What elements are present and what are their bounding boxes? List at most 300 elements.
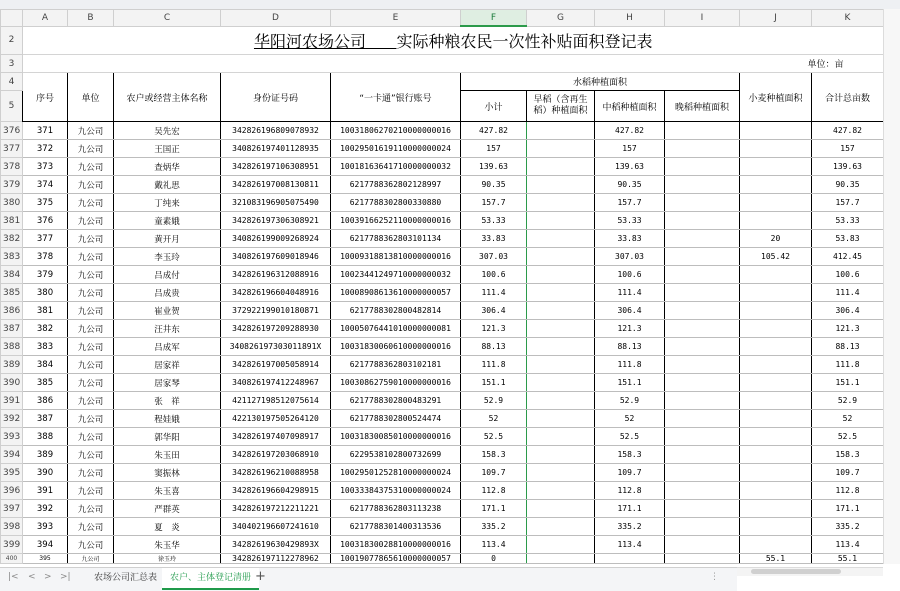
cell-total[interactable]: 55.1 (812, 554, 884, 564)
cell-seq[interactable]: 374 (23, 176, 68, 194)
cell-seq[interactable]: 377 (23, 230, 68, 248)
cell-early-rice[interactable] (527, 338, 595, 356)
next-sheet-icon[interactable]: > (44, 572, 52, 582)
cell-id-number[interactable]: 342826196604298915 (221, 482, 331, 500)
cell-name[interactable]: 黄开月 (114, 230, 221, 248)
cell-total[interactable]: 412.45 (812, 248, 884, 266)
cell-total[interactable]: 90.35 (812, 176, 884, 194)
spreadsheet-grid[interactable] (0, 9, 884, 564)
cell-total[interactable]: 111.8 (812, 356, 884, 374)
cell-late-rice[interactable] (665, 374, 740, 392)
prev-sheet-icon[interactable]: < (28, 572, 36, 582)
cell-bank-account[interactable]: 6217788362803113238 (331, 500, 461, 518)
cell-name[interactable]: 李玉玲 (114, 248, 221, 266)
cell-unit[interactable]: 九公司 (68, 554, 114, 564)
cell-early-rice[interactable] (527, 248, 595, 266)
cell-wheat[interactable] (740, 500, 812, 518)
cell-wheat[interactable] (740, 122, 812, 140)
cell-mid-rice[interactable]: 111.8 (595, 356, 665, 374)
cell-seq[interactable]: 394 (23, 536, 68, 554)
cell-late-rice[interactable] (665, 158, 740, 176)
cell-early-rice[interactable] (527, 392, 595, 410)
cell-late-rice[interactable] (665, 248, 740, 266)
cell-name[interactable]: 夏 炎 (114, 518, 221, 536)
header-late-rice[interactable]: 晚稻种植面积 (665, 91, 740, 122)
cell-mid-rice[interactable]: 139.63 (595, 158, 665, 176)
cell-bank-account[interactable]: 10018163641710000000032 (331, 158, 461, 176)
cell-subtotal[interactable]: 157 (461, 140, 527, 158)
vertical-scrollbar[interactable] (883, 9, 900, 564)
cell-wheat[interactable] (740, 338, 812, 356)
cell-early-rice[interactable] (527, 158, 595, 176)
add-sheet-button[interactable]: + (255, 569, 266, 584)
cell-id-number[interactable]: 342826196809078932 (221, 122, 331, 140)
cell-subtotal[interactable]: 52.9 (461, 392, 527, 410)
header-id-number[interactable]: 身份证号码 (221, 73, 331, 122)
cell-unit[interactable]: 九公司 (68, 392, 114, 410)
cell-early-rice[interactable] (527, 410, 595, 428)
cell-bank-account[interactable]: 6217788301400313536 (331, 518, 461, 536)
tab-summary-sheet[interactable]: 农场公司汇总表 (94, 573, 158, 583)
cell-unit[interactable]: 九公司 (68, 320, 114, 338)
cell-mid-rice[interactable]: 90.35 (595, 176, 665, 194)
cell-early-rice[interactable] (527, 302, 595, 320)
cell-seq[interactable]: 393 (23, 518, 68, 536)
select-all-corner[interactable] (1, 10, 23, 27)
cell-unit[interactable]: 九公司 (68, 158, 114, 176)
cell-wheat[interactable] (740, 212, 812, 230)
cell-early-rice[interactable] (527, 482, 595, 500)
cell-mid-rice[interactable]: 52 (595, 410, 665, 428)
cell-late-rice[interactable] (665, 554, 740, 564)
cell-subtotal[interactable]: 113.4 (461, 536, 527, 554)
cell-unit[interactable]: 九公司 (68, 410, 114, 428)
cell-wheat[interactable]: 20 (740, 230, 812, 248)
cell-subtotal[interactable]: 306.4 (461, 302, 527, 320)
cell-subtotal[interactable]: 427.82 (461, 122, 527, 140)
row-header[interactable]: 394 (1, 446, 23, 464)
cell-subtotal[interactable]: 52 (461, 410, 527, 428)
cell-name[interactable]: 吕成贵 (114, 284, 221, 302)
cell-name[interactable]: 张 祥 (114, 392, 221, 410)
cell-bank-account[interactable]: 6217788302800330880 (331, 194, 461, 212)
cell-subtotal[interactable]: 109.7 (461, 464, 527, 482)
row-header[interactable]: 388 (1, 338, 23, 356)
cell-total[interactable]: 88.13 (812, 338, 884, 356)
cell-wheat[interactable] (740, 446, 812, 464)
column-header-k[interactable]: K (812, 10, 884, 27)
row-header[interactable]: 398 (1, 518, 23, 536)
cell-unit[interactable]: 九公司 (68, 536, 114, 554)
cell-bank-account[interactable]: 10031830028810000000016 (331, 536, 461, 554)
sheet-title[interactable] (23, 26, 884, 55)
cell-seq[interactable]: 391 (23, 482, 68, 500)
cell-seq[interactable]: 381 (23, 302, 68, 320)
cell-mid-rice[interactable] (595, 554, 665, 564)
cell-mid-rice[interactable]: 53.33 (595, 212, 665, 230)
cell-id-number[interactable]: 342826197008130811 (221, 176, 331, 194)
cell-bank-account[interactable]: 6217788302800483291 (331, 392, 461, 410)
row-header[interactable]: 400 (1, 554, 23, 564)
cell-seq[interactable]: 373 (23, 158, 68, 176)
cell-total[interactable]: 52.5 (812, 428, 884, 446)
cell-unit[interactable]: 九公司 (68, 482, 114, 500)
cell-total[interactable]: 157.7 (812, 194, 884, 212)
cell-late-rice[interactable] (665, 140, 740, 158)
cell-unit[interactable]: 九公司 (68, 212, 114, 230)
cell-early-rice[interactable] (527, 176, 595, 194)
row-header[interactable]: 391 (1, 392, 23, 410)
row-header[interactable]: 377 (1, 140, 23, 158)
cell-seq[interactable]: 383 (23, 338, 68, 356)
cell-name[interactable]: 严群英 (114, 500, 221, 518)
cell-mid-rice[interactable]: 52.5 (595, 428, 665, 446)
cell-total[interactable]: 171.1 (812, 500, 884, 518)
cell-mid-rice[interactable]: 112.8 (595, 482, 665, 500)
cell-mid-rice[interactable]: 52.9 (595, 392, 665, 410)
cell-unit[interactable]: 九公司 (68, 284, 114, 302)
cell-early-rice[interactable] (527, 140, 595, 158)
cell-total[interactable]: 121.3 (812, 320, 884, 338)
header-total[interactable]: 合计总亩数 (812, 73, 884, 122)
cell-total[interactable]: 111.4 (812, 284, 884, 302)
cell-id-number[interactable]: 372922199010180871 (221, 302, 331, 320)
cell-total[interactable]: 52 (812, 410, 884, 428)
cell-seq[interactable]: 387 (23, 410, 68, 428)
cell-subtotal[interactable]: 100.6 (461, 266, 527, 284)
cell-unit[interactable]: 九公司 (68, 194, 114, 212)
row-header[interactable]: 378 (1, 158, 23, 176)
cell-early-rice[interactable] (527, 284, 595, 302)
cell-id-number[interactable]: 340826199009268924 (221, 230, 331, 248)
cell-seq[interactable]: 378 (23, 248, 68, 266)
cell-unit[interactable]: 九公司 (68, 464, 114, 482)
tab-farmer-register[interactable]: 农户、主体登记清册 (162, 568, 259, 590)
cell-id-number[interactable]: 421127198512075614 (221, 392, 331, 410)
cell-early-rice[interactable] (527, 194, 595, 212)
cell-mid-rice[interactable]: 306.4 (595, 302, 665, 320)
cell-unit[interactable]: 九公司 (68, 230, 114, 248)
cell-unit[interactable]: 九公司 (68, 248, 114, 266)
cell-subtotal[interactable]: 111.4 (461, 284, 527, 302)
column-header-j[interactable]: J (740, 10, 812, 27)
cell-name[interactable]: 吕成付 (114, 266, 221, 284)
cell-late-rice[interactable] (665, 392, 740, 410)
cell-subtotal[interactable]: 121.3 (461, 320, 527, 338)
cell-late-rice[interactable] (665, 518, 740, 536)
cell-bank-account[interactable]: 10031830085010000000016 (331, 428, 461, 446)
cell-subtotal[interactable]: 335.2 (461, 518, 527, 536)
cell-name[interactable]: 居家祥 (114, 356, 221, 374)
row-header[interactable]: 376 (1, 122, 23, 140)
horizontal-scrollbar[interactable] (737, 567, 883, 576)
cell-bank-account[interactable]: 10030862759010000000016 (331, 374, 461, 392)
cell-late-rice[interactable] (665, 482, 740, 500)
header-wheat-area[interactable]: 小麦种植面积 (740, 73, 812, 122)
cell-seq[interactable]: 375 (23, 194, 68, 212)
cell-wheat[interactable] (740, 464, 812, 482)
row-header[interactable]: 395 (1, 464, 23, 482)
cell-total[interactable]: 335.2 (812, 518, 884, 536)
row-header[interactable]: 384 (1, 266, 23, 284)
cell-name[interactable]: 戴礼思 (114, 176, 221, 194)
cell-name[interactable]: 朱玉喜 (114, 482, 221, 500)
cell-subtotal[interactable]: 157.7 (461, 194, 527, 212)
cell-wheat[interactable] (740, 266, 812, 284)
cell-unit[interactable]: 九公司 (68, 302, 114, 320)
row-header[interactable]: 387 (1, 320, 23, 338)
cell-subtotal[interactable]: 158.3 (461, 446, 527, 464)
cell-unit[interactable]: 九公司 (68, 356, 114, 374)
cell-name[interactable]: 居家琴 (114, 374, 221, 392)
cell-early-rice[interactable] (527, 320, 595, 338)
cell-mid-rice[interactable]: 111.4 (595, 284, 665, 302)
cell-early-rice[interactable] (527, 518, 595, 536)
cell-seq[interactable]: 376 (23, 212, 68, 230)
row-header[interactable]: 382 (1, 230, 23, 248)
cell-id-number[interactable]: 340402196607241610 (221, 518, 331, 536)
cell-subtotal[interactable]: 53.33 (461, 212, 527, 230)
column-header-h[interactable]: H (595, 10, 665, 27)
cell-bank-account[interactable]: 10008908613610000000057 (331, 284, 461, 302)
cell-unit[interactable]: 九公司 (68, 338, 114, 356)
cell-total[interactable]: 157 (812, 140, 884, 158)
cell-name[interactable]: 朱玉田 (114, 446, 221, 464)
cell-late-rice[interactable] (665, 266, 740, 284)
cell-name[interactable]: 崔业贺 (114, 302, 221, 320)
cell-wheat[interactable] (740, 284, 812, 302)
unit-label[interactable]: 单位：亩 (23, 55, 884, 73)
cell-wheat[interactable] (740, 356, 812, 374)
cell-mid-rice[interactable]: 109.7 (595, 464, 665, 482)
cell-name[interactable]: 汪井东 (114, 320, 221, 338)
cell-id-number[interactable]: 321083196905075490 (221, 194, 331, 212)
cell-bank-account[interactable]: 6217788362803101134 (331, 230, 461, 248)
row-header[interactable]: 389 (1, 356, 23, 374)
cell-late-rice[interactable] (665, 176, 740, 194)
cell-mid-rice[interactable]: 100.6 (595, 266, 665, 284)
cell-wheat[interactable] (740, 410, 812, 428)
cell-id-number[interactable]: 342826197203068910 (221, 446, 331, 464)
column-header-c[interactable]: C (114, 10, 221, 27)
header-seq[interactable]: 序号 (23, 73, 68, 122)
column-header-a[interactable]: A (23, 10, 68, 27)
cell-late-rice[interactable] (665, 338, 740, 356)
cell-early-rice[interactable] (527, 536, 595, 554)
cell-unit[interactable]: 九公司 (68, 176, 114, 194)
row-header[interactable]: 380 (1, 194, 23, 212)
cell-subtotal[interactable]: 151.1 (461, 374, 527, 392)
cell-name[interactable]: 吕成军 (114, 338, 221, 356)
cell-total[interactable]: 306.4 (812, 302, 884, 320)
cell-seq[interactable]: 389 (23, 446, 68, 464)
cell-mid-rice[interactable]: 307.03 (595, 248, 665, 266)
cell-late-rice[interactable] (665, 410, 740, 428)
cell-id-number[interactable]: 342826197407098917 (221, 428, 331, 446)
cell-early-rice[interactable] (527, 266, 595, 284)
cell-id-number[interactable]: 342826196604048916 (221, 284, 331, 302)
cell-early-rice[interactable] (527, 446, 595, 464)
cell-bank-account[interactable]: 6217788302800482814 (331, 302, 461, 320)
row-header[interactable]: 397 (1, 500, 23, 518)
cell-seq[interactable]: 371 (23, 122, 68, 140)
header-unit[interactable]: 单位 (68, 73, 114, 122)
cell-name[interactable]: 朱玉华 (114, 536, 221, 554)
row-header[interactable]: 381 (1, 212, 23, 230)
cell-wheat[interactable] (740, 392, 812, 410)
cell-late-rice[interactable] (665, 464, 740, 482)
cell-seq[interactable]: 386 (23, 392, 68, 410)
row-header[interactable]: 4 (1, 73, 23, 91)
cell-wheat[interactable] (740, 320, 812, 338)
cell-unit[interactable]: 九公司 (68, 518, 114, 536)
column-header-b[interactable]: B (68, 10, 114, 27)
header-early-rice[interactable]: 早稻（含再生稻）种植面积 (527, 91, 595, 122)
cell-mid-rice[interactable]: 157.7 (595, 194, 665, 212)
cell-name[interactable]: 徐玉玲 (114, 554, 221, 564)
cell-wheat[interactable] (740, 518, 812, 536)
cell-early-rice[interactable] (527, 500, 595, 518)
cell-late-rice[interactable] (665, 536, 740, 554)
cell-seq[interactable]: 388 (23, 428, 68, 446)
cell-bank-account[interactable]: 10039166252110000000016 (331, 212, 461, 230)
cell-total[interactable]: 112.8 (812, 482, 884, 500)
cell-wheat[interactable] (740, 536, 812, 554)
cell-bank-account[interactable]: 6217788362803102181 (331, 356, 461, 374)
row-header[interactable]: 393 (1, 428, 23, 446)
cell-subtotal[interactable]: 112.8 (461, 482, 527, 500)
cell-total[interactable]: 427.82 (812, 122, 884, 140)
cell-id-number[interactable]: 422130197505264120 (221, 410, 331, 428)
row-header[interactable]: 396 (1, 482, 23, 500)
cell-id-number[interactable]: 340826197303011891X (221, 338, 331, 356)
cell-total[interactable]: 100.6 (812, 266, 884, 284)
cell-unit[interactable]: 九公司 (68, 428, 114, 446)
cell-name[interactable]: 窦振林 (114, 464, 221, 482)
cell-id-number[interactable]: 342826197112278962 (221, 554, 331, 564)
cell-bank-account[interactable]: 10033384375310000000024 (331, 482, 461, 500)
cell-total[interactable]: 113.4 (812, 536, 884, 554)
cell-late-rice[interactable] (665, 428, 740, 446)
cell-subtotal[interactable]: 0 (461, 554, 527, 564)
cell-subtotal[interactable]: 139.63 (461, 158, 527, 176)
cell-wheat[interactable] (740, 158, 812, 176)
cell-seq[interactable]: 372 (23, 140, 68, 158)
row-header[interactable]: 392 (1, 410, 23, 428)
cell-name[interactable]: 王国正 (114, 140, 221, 158)
cell-subtotal[interactable]: 33.83 (461, 230, 527, 248)
cell-late-rice[interactable] (665, 446, 740, 464)
cell-id-number[interactable]: 340826197412248967 (221, 374, 331, 392)
cell-seq[interactable]: 385 (23, 374, 68, 392)
cell-total[interactable]: 158.3 (812, 446, 884, 464)
cell-wheat[interactable]: 105.42 (740, 248, 812, 266)
cell-wheat[interactable] (740, 374, 812, 392)
row-header[interactable]: 383 (1, 248, 23, 266)
cell-id-number[interactable]: 342826197005058914 (221, 356, 331, 374)
last-sheet-icon[interactable]: >| (60, 572, 71, 582)
cell-id-number[interactable]: 342826196210088958 (221, 464, 331, 482)
cell-unit[interactable]: 九公司 (68, 122, 114, 140)
cell-name[interactable]: 吴先宏 (114, 122, 221, 140)
cell-seq[interactable]: 392 (23, 500, 68, 518)
row-header[interactable]: 385 (1, 284, 23, 302)
cell-unit[interactable]: 九公司 (68, 500, 114, 518)
row-header[interactable]: 399 (1, 536, 23, 554)
cell-wheat[interactable] (740, 176, 812, 194)
cell-mid-rice[interactable]: 121.3 (595, 320, 665, 338)
cell-id-number[interactable]: 342826197209288930 (221, 320, 331, 338)
header-rice-area[interactable]: 水稻种植面积 (461, 73, 740, 91)
cell-late-rice[interactable] (665, 230, 740, 248)
cell-seq[interactable]: 382 (23, 320, 68, 338)
cell-wheat[interactable] (740, 302, 812, 320)
cell-seq[interactable]: 380 (23, 284, 68, 302)
cell-mid-rice[interactable]: 33.83 (595, 230, 665, 248)
cell-total[interactable]: 109.7 (812, 464, 884, 482)
cell-total[interactable]: 53.83 (812, 230, 884, 248)
cell-subtotal[interactable]: 88.13 (461, 338, 527, 356)
column-header-g[interactable]: G (527, 10, 595, 27)
cell-mid-rice[interactable]: 113.4 (595, 536, 665, 554)
row-header[interactable]: 386 (1, 302, 23, 320)
cell-name[interactable]: 郭华阳 (114, 428, 221, 446)
cell-name[interactable]: 程娃娥 (114, 410, 221, 428)
cell-early-rice[interactable] (527, 230, 595, 248)
cell-mid-rice[interactable]: 335.2 (595, 518, 665, 536)
cell-mid-rice[interactable]: 158.3 (595, 446, 665, 464)
cell-wheat[interactable]: 55.1 (740, 554, 812, 564)
cell-id-number[interactable]: 340826197609018946 (221, 248, 331, 266)
column-header-d[interactable]: D (221, 10, 331, 27)
cell-id-number[interactable]: 342826197106308951 (221, 158, 331, 176)
cell-subtotal[interactable]: 307.03 (461, 248, 527, 266)
column-header-f[interactable]: F (461, 10, 527, 27)
first-sheet-icon[interactable]: |< (8, 572, 19, 582)
cell-unit[interactable]: 九公司 (68, 266, 114, 284)
cell-seq[interactable]: 384 (23, 356, 68, 374)
cell-subtotal[interactable]: 111.8 (461, 356, 527, 374)
row-header[interactable]: 390 (1, 374, 23, 392)
cell-mid-rice[interactable]: 88.13 (595, 338, 665, 356)
more-icon[interactable]: ⋮ (710, 572, 719, 582)
header-bank-account[interactable]: “一卡通”银行账号 (331, 73, 461, 122)
cell-name[interactable]: 查炳华 (114, 158, 221, 176)
cell-early-rice[interactable] (527, 356, 595, 374)
header-subtotal[interactable]: 小计 (461, 91, 527, 122)
cell-late-rice[interactable] (665, 500, 740, 518)
cell-wheat[interactable] (740, 140, 812, 158)
cell-id-number[interactable]: 34282619630429893X (221, 536, 331, 554)
cell-early-rice[interactable] (527, 464, 595, 482)
cell-id-number[interactable]: 340826197401128935 (221, 140, 331, 158)
column-header-i[interactable]: I (665, 10, 740, 27)
cell-wheat[interactable] (740, 194, 812, 212)
cell-early-rice[interactable] (527, 212, 595, 230)
cell-bank-account[interactable]: 10031806270210000000016 (331, 122, 461, 140)
cell-late-rice[interactable] (665, 302, 740, 320)
row-header[interactable]: 2 (1, 26, 23, 55)
cell-early-rice[interactable] (527, 428, 595, 446)
cell-seq[interactable]: 395 (23, 554, 68, 564)
cell-id-number[interactable]: 342826196312088916 (221, 266, 331, 284)
cell-mid-rice[interactable]: 171.1 (595, 500, 665, 518)
cell-bank-account[interactable]: 6217788362802128997 (331, 176, 461, 194)
cell-total[interactable]: 52.9 (812, 392, 884, 410)
cell-subtotal[interactable]: 171.1 (461, 500, 527, 518)
header-mid-rice[interactable]: 中稻种植面积 (595, 91, 665, 122)
cell-total[interactable]: 139.63 (812, 158, 884, 176)
